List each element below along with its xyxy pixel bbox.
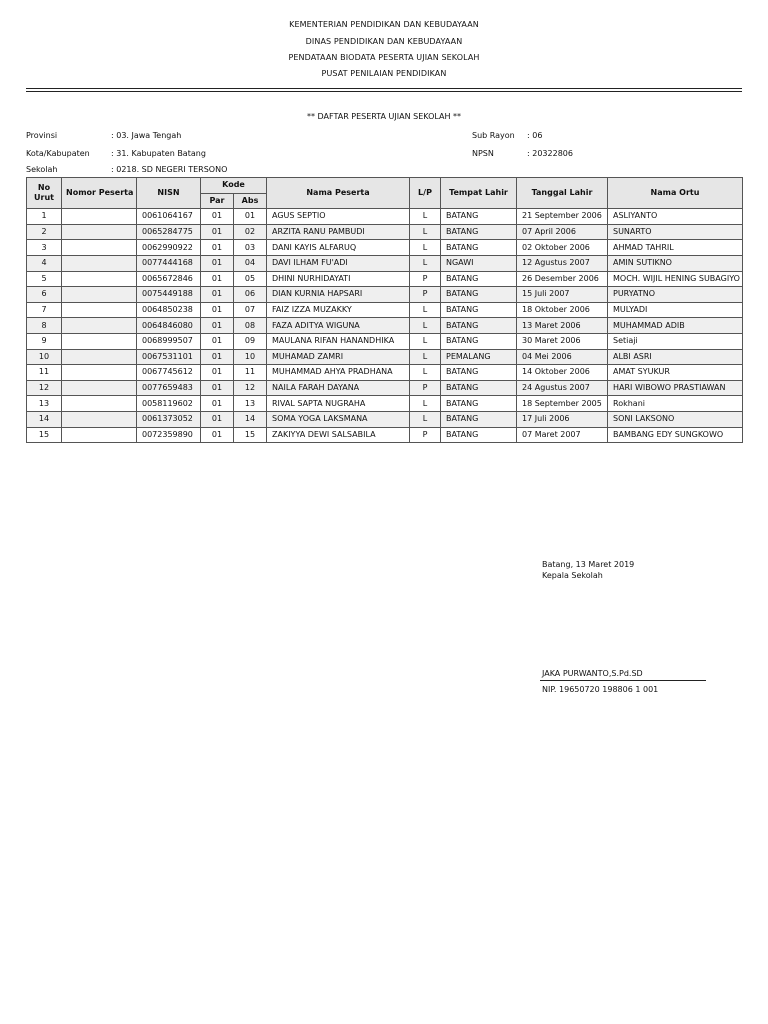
cell-par: 01 — [201, 318, 234, 334]
cell-nama-ortu: SONI LAKSONO — [608, 411, 743, 427]
cell-nomor-peserta — [62, 427, 137, 443]
cell-no-urut: 3 — [27, 240, 62, 256]
cell-lp: L — [410, 240, 441, 256]
cell-nomor-peserta — [62, 240, 137, 256]
table-row — [27, 333, 743, 349]
cell-nama-peserta: DAVI ILHAM FU'ADI — [267, 255, 410, 271]
cell-abs: 03 — [234, 240, 267, 256]
cell-tempat-lahir: BATANG — [441, 411, 517, 427]
cell-nisn: 0064846080 — [137, 318, 201, 334]
cell-lp: L — [410, 209, 441, 225]
cell-nama-peserta: ZAKIYYA DEWI SALSABILA — [267, 427, 410, 443]
cell-par: 01 — [201, 209, 234, 225]
cell-nama-ortu: MOCH. WIJIL HENING SUBAGIYO — [608, 271, 743, 287]
kota-label: Kota/Kabupaten — [26, 149, 90, 158]
signature-position: Kepala Sekolah — [542, 571, 603, 580]
cell-par: 01 — [201, 411, 234, 427]
table-row — [27, 411, 743, 427]
cell-nama-ortu: MULYADI — [608, 302, 743, 318]
cell-abs: 11 — [234, 365, 267, 381]
col-tanggal-lahir: Tanggal Lahir — [517, 178, 608, 209]
cell-tanggal-lahir: 13 Maret 2006 — [517, 318, 608, 334]
cell-nama-peserta: FAIZ IZZA MUZAKKY — [267, 302, 410, 318]
table-row — [27, 396, 743, 412]
cell-nomor-peserta — [62, 396, 137, 412]
cell-abs: 13 — [234, 396, 267, 412]
cell-no-urut: 12 — [27, 380, 62, 396]
cell-tempat-lahir: BATANG — [441, 333, 517, 349]
cell-nisn: 0072359890 — [137, 427, 201, 443]
cell-nomor-peserta — [62, 224, 137, 240]
cell-tanggal-lahir: 04 Mei 2006 — [517, 349, 608, 365]
cell-tanggal-lahir: 18 September 2005 — [517, 396, 608, 412]
cell-nama-peserta: MAULANA RIFAN HANANDHIKA — [267, 333, 410, 349]
header-divider-top — [26, 88, 742, 89]
cell-tanggal-lahir: 07 Maret 2007 — [517, 427, 608, 443]
signature-underline — [540, 680, 706, 681]
cell-nomor-peserta — [62, 365, 137, 381]
cell-nama-ortu: Rokhani — [608, 396, 743, 412]
col-abs: Abs — [234, 193, 267, 209]
table-row — [27, 349, 743, 365]
cell-nisn: 0061064167 — [137, 209, 201, 225]
header-center: PUSAT PENILAIAN PENDIDIKAN — [321, 69, 447, 78]
cell-nama-peserta: MUHAMMAD AHYA PRADHANA — [267, 365, 410, 381]
header-ministry: KEMENTERIAN PENDIDIKAN DAN KEBUDAYAAN — [289, 20, 479, 29]
table-row — [27, 365, 743, 381]
document-title: ** DAFTAR PESERTA UJIAN SEKOLAH ** — [306, 112, 462, 121]
cell-lp: P — [410, 271, 441, 287]
npsn-label: NPSN — [472, 149, 494, 158]
cell-abs: 12 — [234, 380, 267, 396]
cell-lp: P — [410, 427, 441, 443]
cell-lp: P — [410, 287, 441, 303]
cell-par: 01 — [201, 302, 234, 318]
cell-nisn: 0058119602 — [137, 396, 201, 412]
col-tempat-lahir: Tempat Lahir — [441, 178, 517, 209]
cell-no-urut: 8 — [27, 318, 62, 334]
sekolah-label: Sekolah — [26, 165, 58, 174]
cell-nama-peserta: DANI KAYIS ALFARUQ — [267, 240, 410, 256]
cell-tanggal-lahir: 18 Oktober 2006 — [517, 302, 608, 318]
cell-nisn: 0077659483 — [137, 380, 201, 396]
cell-tanggal-lahir: 12 Agustus 2007 — [517, 255, 608, 271]
cell-nama-peserta: RIVAL SAPTA NUGRAHA — [267, 396, 410, 412]
col-nama-ortu: Nama Ortu — [608, 178, 743, 209]
cell-nomor-peserta — [62, 255, 137, 271]
signature-name: JAKA PURWANTO,S.Pd.SD — [542, 669, 643, 678]
cell-nomor-peserta — [62, 411, 137, 427]
cell-par: 01 — [201, 427, 234, 443]
table-row — [27, 302, 743, 318]
cell-nama-ortu: SUNARTO — [608, 224, 743, 240]
cell-nama-ortu: AMIN SUTIKNO — [608, 255, 743, 271]
cell-lp: L — [410, 349, 441, 365]
cell-tanggal-lahir: 07 April 2006 — [517, 224, 608, 240]
cell-tempat-lahir: BATANG — [441, 209, 517, 225]
cell-no-urut: 14 — [27, 411, 62, 427]
cell-no-urut: 7 — [27, 302, 62, 318]
cell-tanggal-lahir: 26 Desember 2006 — [517, 271, 608, 287]
npsn-value: : 20322806 — [527, 149, 573, 158]
provinsi-value: : 03. Jawa Tengah — [111, 131, 182, 140]
table-body — [27, 209, 743, 443]
cell-par: 01 — [201, 365, 234, 381]
cell-nama-peserta: DIAN KURNIA HAPSARI — [267, 287, 410, 303]
cell-nomor-peserta — [62, 349, 137, 365]
cell-nisn: 0067531101 — [137, 349, 201, 365]
header-office: DINAS PENDIDIKAN DAN KEBUDAYAAN — [305, 37, 463, 46]
table-row — [27, 224, 743, 240]
subrayon-label: Sub Rayon — [472, 131, 515, 140]
cell-nomor-peserta — [62, 271, 137, 287]
table-row — [27, 209, 743, 225]
cell-nama-peserta: FAZA ADITYA WIGUNA — [267, 318, 410, 334]
cell-par: 01 — [201, 380, 234, 396]
cell-lp: L — [410, 333, 441, 349]
cell-nama-ortu: AHMAD TAHRIL — [608, 240, 743, 256]
col-nomor-peserta: Nomor Peserta — [62, 178, 137, 209]
cell-tanggal-lahir: 17 Juli 2006 — [517, 411, 608, 427]
cell-nisn: 0061373052 — [137, 411, 201, 427]
signature-place-date: Batang, 13 Maret 2019 — [542, 560, 635, 569]
header-activity: PENDATAAN BIODATA PESERTA UJIAN SEKOLAH — [288, 53, 480, 62]
cell-lp: L — [410, 396, 441, 412]
col-nama-peserta: Nama Peserta — [267, 178, 410, 209]
cell-tempat-lahir: BATANG — [441, 287, 517, 303]
cell-abs: 15 — [234, 427, 267, 443]
cell-no-urut: 10 — [27, 349, 62, 365]
subrayon-value: : 06 — [527, 131, 543, 140]
cell-abs: 06 — [234, 287, 267, 303]
cell-tempat-lahir: BATANG — [441, 224, 517, 240]
cell-par: 01 — [201, 333, 234, 349]
cell-abs: 05 — [234, 271, 267, 287]
col-kode: Kode — [201, 178, 267, 194]
cell-nisn: 0075449188 — [137, 287, 201, 303]
provinsi-label: Provinsi — [26, 131, 58, 140]
table-row — [27, 271, 743, 287]
cell-nama-peserta: MUHAMAD ZAMRI — [267, 349, 410, 365]
col-nisn: NISN — [137, 178, 201, 209]
cell-lp: L — [410, 302, 441, 318]
col-lp: L/P — [410, 178, 441, 209]
table-row — [27, 255, 743, 271]
cell-nisn: 0077444168 — [137, 255, 201, 271]
cell-nama-ortu: ALBI ASRI — [608, 349, 743, 365]
cell-nama-ortu: HARI WIBOWO PRASTIAWAN — [608, 380, 743, 396]
cell-tempat-lahir: BATANG — [441, 396, 517, 412]
cell-nomor-peserta — [62, 209, 137, 225]
cell-nama-ortu: MUHAMMAD ADIB — [608, 318, 743, 334]
kota-value: : 31. Kabupaten Batang — [111, 149, 206, 158]
cell-tempat-lahir: BATANG — [441, 427, 517, 443]
cell-lp: L — [410, 255, 441, 271]
cell-tanggal-lahir: 02 Oktober 2006 — [517, 240, 608, 256]
table-header — [27, 178, 743, 209]
cell-nisn: 0062990922 — [137, 240, 201, 256]
cell-abs: 01 — [234, 209, 267, 225]
cell-par: 01 — [201, 287, 234, 303]
cell-no-urut: 9 — [27, 333, 62, 349]
cell-nama-ortu: BAMBANG EDY SUNGKOWO — [608, 427, 743, 443]
cell-nomor-peserta — [62, 287, 137, 303]
cell-nisn: 0064850238 — [137, 302, 201, 318]
cell-lp: L — [410, 224, 441, 240]
cell-abs: 02 — [234, 224, 267, 240]
cell-nama-peserta: ARZITA RANU PAMBUDI — [267, 224, 410, 240]
table-row — [27, 318, 743, 334]
cell-tempat-lahir: PEMALANG — [441, 349, 517, 365]
cell-no-urut: 11 — [27, 365, 62, 381]
cell-nama-peserta: AGUS SEPTIO — [267, 209, 410, 225]
cell-lp: L — [410, 365, 441, 381]
cell-tempat-lahir: BATANG — [441, 318, 517, 334]
cell-nisn: 0065672846 — [137, 271, 201, 287]
cell-tempat-lahir: NGAWI — [441, 255, 517, 271]
cell-tempat-lahir: BATANG — [441, 302, 517, 318]
cell-par: 01 — [201, 224, 234, 240]
col-no-urut: No Urut — [27, 178, 62, 209]
cell-par: 01 — [201, 240, 234, 256]
cell-nomor-peserta — [62, 302, 137, 318]
cell-par: 01 — [201, 396, 234, 412]
cell-tempat-lahir: BATANG — [441, 271, 517, 287]
cell-nama-ortu: Setiaji — [608, 333, 743, 349]
table-row — [27, 287, 743, 303]
participant-table — [26, 177, 743, 443]
cell-par: 01 — [201, 349, 234, 365]
cell-lp: P — [410, 380, 441, 396]
table-row — [27, 380, 743, 396]
cell-no-urut: 2 — [27, 224, 62, 240]
cell-tanggal-lahir: 14 Oktober 2006 — [517, 365, 608, 381]
cell-abs: 09 — [234, 333, 267, 349]
cell-abs: 04 — [234, 255, 267, 271]
cell-tanggal-lahir: 30 Maret 2006 — [517, 333, 608, 349]
cell-nisn: 0065284775 — [137, 224, 201, 240]
cell-lp: L — [410, 411, 441, 427]
table-row — [27, 427, 743, 443]
cell-no-urut: 5 — [27, 271, 62, 287]
cell-lp: L — [410, 318, 441, 334]
cell-no-urut: 6 — [27, 287, 62, 303]
cell-abs: 10 — [234, 349, 267, 365]
sekolah-value: : 0218. SD NEGERI TERSONO — [111, 165, 228, 174]
cell-tempat-lahir: BATANG — [441, 365, 517, 381]
cell-tempat-lahir: BATANG — [441, 240, 517, 256]
cell-nama-ortu: PURYATNO — [608, 287, 743, 303]
cell-nomor-peserta — [62, 318, 137, 334]
cell-abs: 14 — [234, 411, 267, 427]
cell-tanggal-lahir: 21 September 2006 — [517, 209, 608, 225]
cell-tanggal-lahir: 24 Agustus 2007 — [517, 380, 608, 396]
cell-nisn: 0067745612 — [137, 365, 201, 381]
cell-nama-ortu: ASLIYANTO — [608, 209, 743, 225]
cell-nomor-peserta — [62, 333, 137, 349]
cell-no-urut: 4 — [27, 255, 62, 271]
table-row — [27, 240, 743, 256]
cell-no-urut: 13 — [27, 396, 62, 412]
cell-nama-ortu: AMAT SYUKUR — [608, 365, 743, 381]
cell-abs: 07 — [234, 302, 267, 318]
col-par: Par — [201, 193, 234, 209]
cell-abs: 08 — [234, 318, 267, 334]
cell-no-urut: 15 — [27, 427, 62, 443]
cell-tempat-lahir: BATANG — [441, 380, 517, 396]
cell-no-urut: 1 — [27, 209, 62, 225]
header-divider-bottom — [26, 91, 742, 92]
cell-nama-peserta: NAILA FARAH DAYANA — [267, 380, 410, 396]
cell-nomor-peserta — [62, 380, 137, 396]
cell-nama-peserta: DHINI NURHIDAYATI — [267, 271, 410, 287]
cell-nama-peserta: SOMA YOGA LAKSMANA — [267, 411, 410, 427]
cell-par: 01 — [201, 271, 234, 287]
signature-nip: NIP. 19650720 198806 1 001 — [542, 685, 659, 694]
cell-tanggal-lahir: 15 Juli 2007 — [517, 287, 608, 303]
cell-nisn: 0068999507 — [137, 333, 201, 349]
cell-par: 01 — [201, 255, 234, 271]
